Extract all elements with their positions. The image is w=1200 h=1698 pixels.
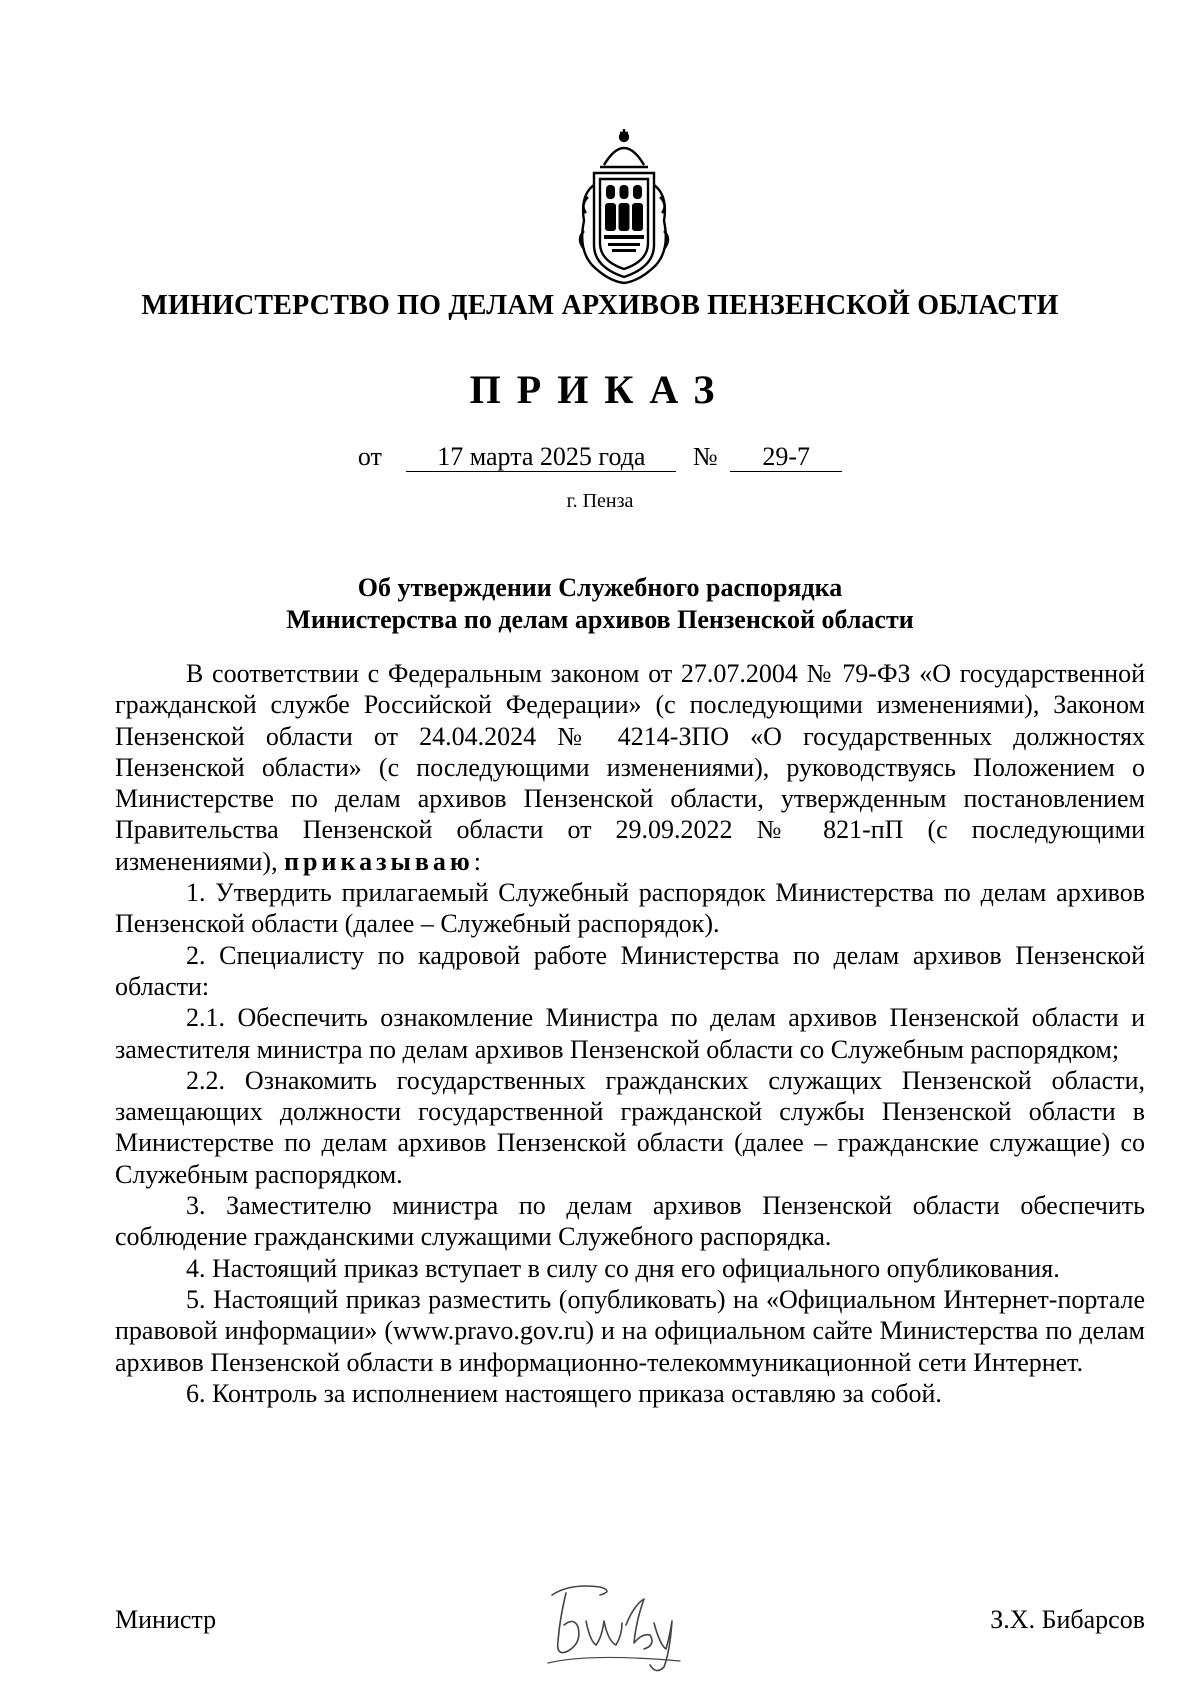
preamble-text: В соответствии с Федеральным законом от 27.07.2004 № 79-ФЗ «О государственной гражданской службе Российской Федерации» (с последующими изменениями), Законом Пензенской области от 24.04.2024 № 4214-ЗПО «О государственных должностях Пензенской области» (с последующими изменениями), руководствуясь Положением о Министерстве по делам архивов Пензенской области, утвержденным постановлением Правительства Пензенской области от 29.09.2022 № 821-пП (с последующими изменениями), [115, 659, 1145, 876]
signatory-position: Министр [115, 1605, 217, 1634]
order-item-5: 5. Настоящий приказ разместить (опубликовать) на «Официальном Интернет-портале правовой информации» (www.pravo.gov.ru) и на официальном сайте Министерства по делам архивов Пензенской области в информационно-телекоммуникационной сети Интернет. [115, 1284, 1145, 1377]
preamble-paragraph [115, 658, 1145, 877]
city-label: г. Пенза [566, 490, 634, 512]
handwritten-signature [530, 1565, 690, 1675]
date-number-line [0, 442, 1200, 472]
order-item-2: 2. Специалисту по кадровой работе Министерства по делам архивов Пензенской области: [115, 940, 1145, 1001]
order-item-2-1: 2.1. Обеспечить ознакомление Министра по делам архивов Пензенской области и заместителя министра по делам архивов Пензенской области со Служебным распорядком; [115, 1003, 1145, 1064]
ministry-title: МИНИСТЕРСТВО ПО ДЕЛАМ АРХИВОВ ПЕНЗЕНСКОЙ ОБЛАСТИ [141, 290, 1059, 321]
subject-line-2: Министерства по делам архивов Пензенской области [286, 605, 914, 634]
document-date: 17 марта 2025 года [406, 443, 676, 472]
date-prefix: от [357, 442, 382, 471]
decree-word: приказываю [284, 846, 474, 876]
document-type-title: ПРИКАЗ [469, 367, 731, 412]
order-item-4: 4. Настоящий приказ вступает в силу со дня его официального опубликования. [186, 1253, 1060, 1283]
decree-colon: : [473, 846, 481, 876]
signatory-name: З.Х. Бибарсов [990, 1605, 1145, 1634]
order-item-1: 1. Утвердить прилагаемый Служебный распорядок Министерства по делам архивов Пензенской области (далее – Служебный распорядок). [115, 878, 1145, 939]
subject-line-1: Об утверждении Служебного распорядка [357, 573, 843, 602]
document-number: 29-7 [730, 443, 842, 472]
order-item-6: 6. Контроль за исполнением настоящего приказа оставляю за собой. [186, 1378, 942, 1408]
document-body [115, 658, 1145, 1409]
document-subject [0, 572, 1200, 636]
number-prefix: № [692, 442, 718, 471]
order-item-3: 3. Заместителю министра по делам архивов Пензенской области обеспечить соблюдение гражданскими служащими Служебного распорядка. [115, 1191, 1145, 1252]
order-item-2-2: 2.2. Ознакомить государственных гражданских служащих Пензенской области, замещающих должности государственной гражданской службы Пензенской области в Министерстве по делам архивов Пензенской области (далее – гражданские служащие) со Служебным распорядком. [115, 1065, 1145, 1189]
coat-of-arms-icon [570, 125, 678, 287]
